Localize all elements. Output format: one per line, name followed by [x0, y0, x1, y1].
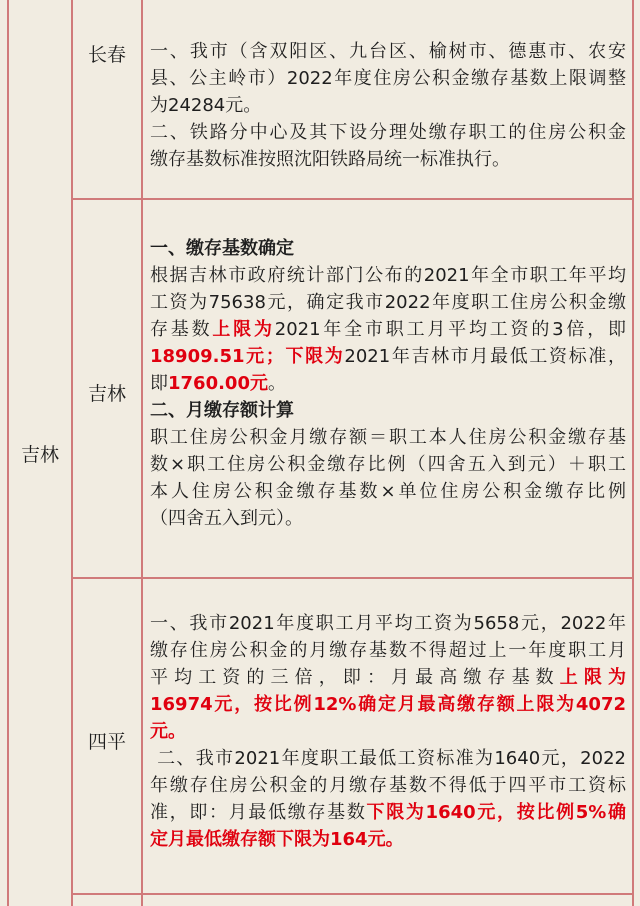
city-label: 吉林 [87, 383, 126, 405]
text-line: 一、我市（含双阳区、九台区、榆树市、德惠市、农安 [150, 41, 626, 62]
highlight-text: 1760.00元 [168, 373, 268, 394]
highlight-text: 上限为 [559, 667, 627, 688]
highlight-text: 18909.51元 [150, 346, 266, 367]
highlight-text: ； [265, 346, 284, 367]
text-line [150, 343, 626, 370]
text-span: 2021年全市职工月平均工资的3倍，即 [274, 319, 626, 340]
text-line: 数×职工住房公积金缴存比例（四舍五入到元）＋职工 [150, 454, 626, 475]
highlight-text: 16974元 [150, 694, 235, 715]
text-line [150, 826, 626, 853]
city-cell-changchun [72, 0, 142, 198]
text-line [150, 664, 626, 691]
text-line: 为24284元。 [150, 95, 262, 116]
city-label: 四平 [87, 730, 126, 753]
text-line: 工资为75638元，确定我市2022年度职工住房公积金缴 [150, 292, 626, 313]
row-divider-1 [72, 198, 634, 200]
text-line: 县、公主岭市）2022年度住房公积金缴存基数上限调整 [150, 68, 626, 89]
policy-text-jilin [142, 235, 634, 532]
text-line: 根据吉林市政府统计部门公布的2021年全市职工年平均 [150, 265, 626, 286]
policy-text-changchun [142, 38, 634, 173]
highlight-text: 下限为1640元，按比例5%确 [366, 802, 626, 823]
section-heading: 二、月缴存额计算 [150, 400, 294, 421]
text-line: 职工住房公积金月缴存额＝职工本人住房公积金缴存基 [150, 427, 626, 448]
text-line [150, 316, 626, 343]
text-line: （四舍五入到元）。 [150, 508, 303, 529]
highlight-text: 上限为 [212, 319, 275, 340]
table-border-bottom [72, 893, 634, 895]
text-span: 即 [150, 373, 168, 394]
highlight-text: ，按比例12%确定月最高缴存额上限为4072 [234, 694, 626, 715]
city-label: 长春 [87, 43, 126, 66]
policy-text-siping [142, 610, 634, 853]
text-line: 本人住房公积金缴存基数×单位住房公积金缴存比例 [150, 481, 626, 502]
text-span: 存基数 [150, 319, 213, 340]
text-line: 二、我市2021年度职工最低工资标准为1640元，2022 [150, 748, 626, 769]
text-line [150, 799, 626, 826]
highlight-text: 下限为 [283, 346, 345, 367]
city-cell-siping [72, 579, 142, 893]
province-label: 吉林 [20, 443, 59, 466]
highlight-text: 元。 [150, 721, 186, 742]
text-span: 2021年吉林市月最低工资标准， [344, 346, 626, 367]
text-line [150, 718, 626, 745]
text-line: 一、我市2021年度职工月平均工资为5658元，2022年 [150, 613, 626, 634]
text-line: 二、铁路分中心及其下设分理处缴存职工的住房公积金 [150, 122, 626, 143]
section-heading: 一、缴存基数确定 [150, 238, 294, 259]
row-divider-2 [72, 577, 634, 579]
text-span: 。 [267, 373, 286, 394]
text-line [150, 370, 626, 397]
text-line: 缴存基数标准按照沈阳铁路局统一标准执行。 [150, 149, 510, 170]
text-line [150, 691, 626, 718]
text-line: 缴存住房公积金的月缴存基数不得超过上一年度职工月 [150, 640, 626, 661]
highlight-text: 定月最低缴存额下限为164元。 [150, 829, 404, 850]
city-cell-jilin [72, 200, 142, 577]
text-span: 准，即：月最低缴存基数 [150, 802, 367, 823]
text-line: 年缴存住房公积金的月缴存基数不得低于四平市工资标 [150, 775, 626, 796]
province-cell [8, 0, 72, 906]
text-span: 平均工资的三倍，即：月最高缴存基数 [150, 667, 560, 688]
